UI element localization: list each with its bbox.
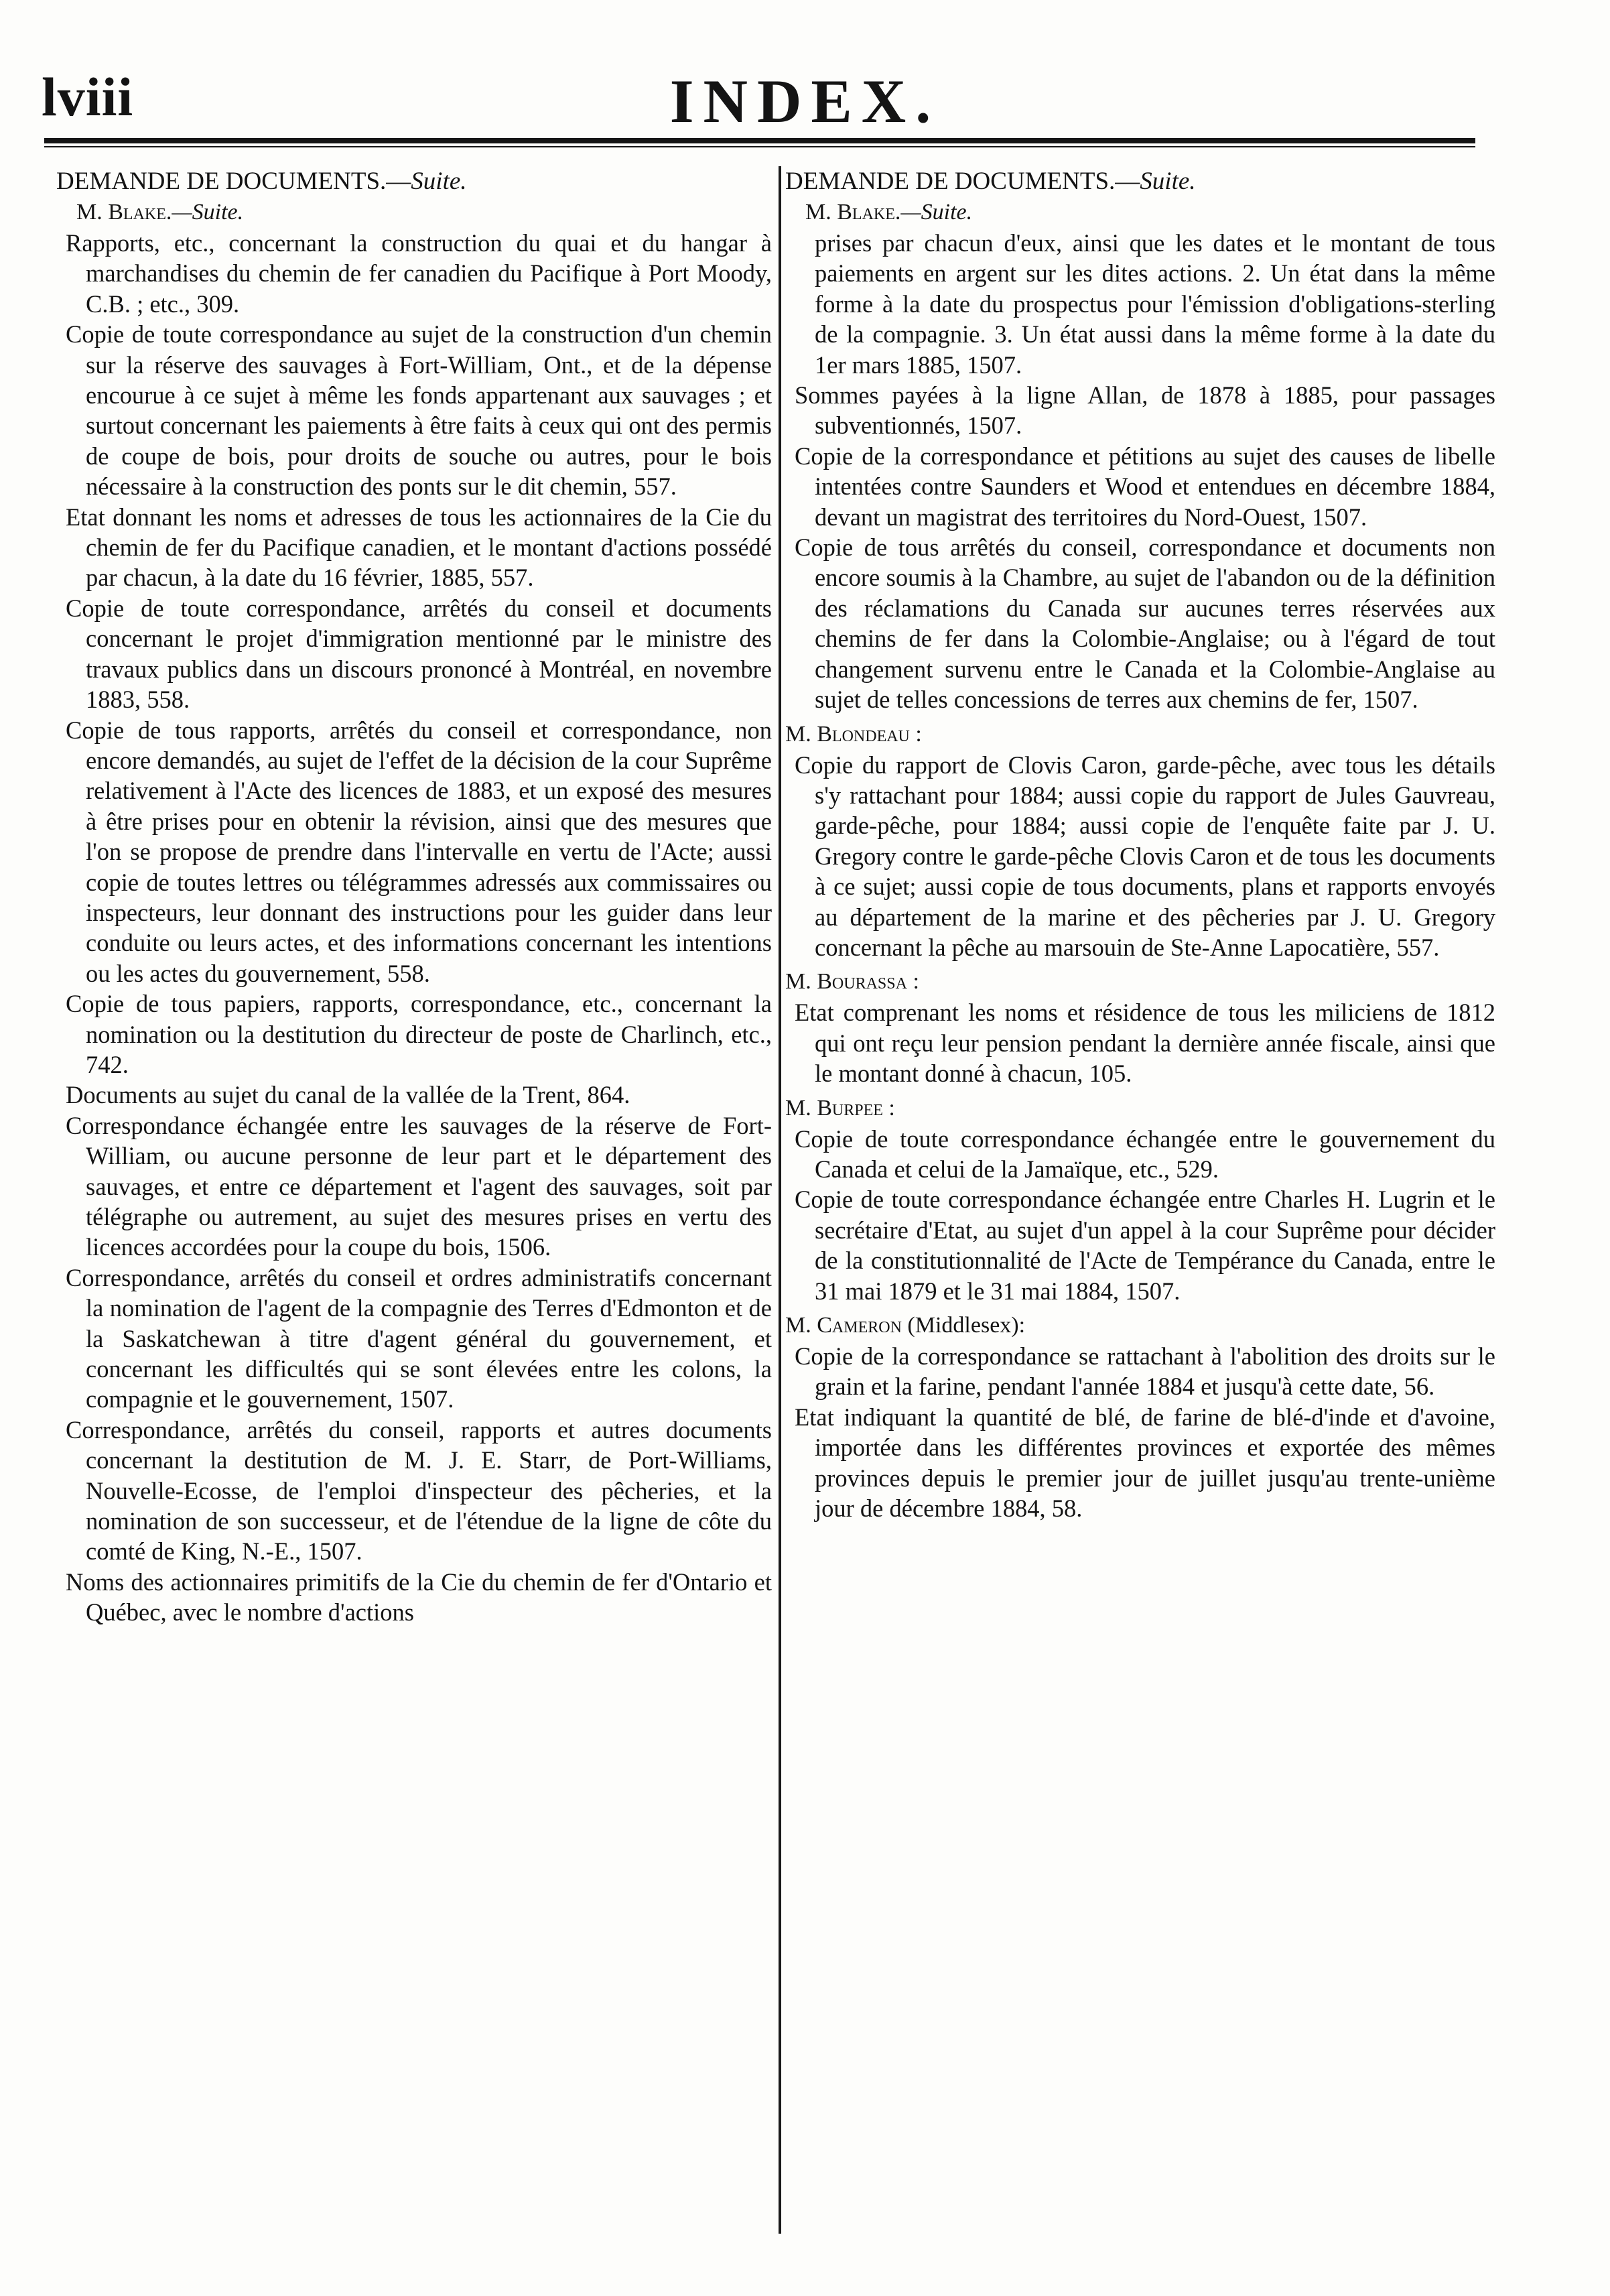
member-name: Burpee [817,1095,883,1121]
section-header-title: DEMANDE DE DOCUMENTS.— [785,168,1140,195]
member-heading-cameron [785,1310,1495,1341]
left-column [56,166,772,1628]
member-name: Cameron [817,1313,902,1338]
member-suite: —Suite. [900,200,973,225]
index-entry: Copie de tous arrêtés du conseil, correspondance et documents non encore soumis à la Chambre, au sujet de l'abandon ou de la définition des réclamations du Canada sur aucunes terres réservées aux chemins de fer dans la Colombie-Anglaise; ou à l'égard de tout changement survenu entre le Canada et la Colombie-Anglaise au sujet de telles concessions de terres aux chemins de fer, 1507. [795,533,1495,714]
index-entry: Copie de toute correspondance, arrêtés du conseil et documents concernant le projet d'immigration mentionné par le ministre des travaux publics dans un discours prononcé à Montréal, en novembre 1883, 558. [66,594,772,714]
member-prefix: M. [805,200,837,225]
member-name: Blake. [108,200,172,225]
index-entry: Correspondance, arrêtés du conseil, rapports et autres documents concernant la destitution de M. J. E. Starr, de Port-Williams, Nouvelle-Ecosse, de l'emploi d'inspecteur des pêcheries, et la nomination de son successeur, et de l'étendue de la ligne de côte du comté de King, N.-E., 1507. [66,1415,772,1566]
member-heading-burpee [785,1093,1495,1124]
index-entry: Copie de toute correspondance échangée entre le gouvernement du Canada et celui de la Jamaïque, etc., 529. [795,1125,1495,1183]
member-heading-blondeau [785,719,1495,750]
section-header [785,166,1495,197]
section-header-suite: Suite. [411,168,467,195]
index-entry: Copie de toute correspondance échangée entre Charles H. Lugrin et le secrétaire d'Etat, au sujet d'un appel à la cour Suprême pour décider de la constitutionnalité de l'Acte de Tempérance du Canada, entre le 31 mai 1879 et le 31 mai 1884, 1507. [795,1186,1495,1305]
index-entry: Copie du rapport de Clovis Caron, garde-pêche, avec tous les détails s'y rattachant pour 1884; aussi copie du rapport de Jules Gauvreau, garde-pêche, pour 1884; aussi copie de l'enquête faite par J. U. Gregory contre le garde-pêche Clovis Caron et de tous les documents à ce sujet; aussi copie de tous documents, plans et rapports envoyés au département de la marine et des pêcheries par J. U. Gregory concernant la pêche au marsouin de Ste-Anne Lapocatière, 557. [795,751,1495,961]
member-name: Blondeau [817,721,910,747]
index-entry: Copie de tous rapports, arrêtés du conseil et correspondance, non encore demandés, au sujet de l'effet de la décision de la cour Suprême relativement à l'Acte des licences de 1883, et un exposé des mesures à être prises pour en obtenir la révision, ainsi que des mesures que l'on se propose de prendre dans l'intervalle en vertu de l'Acte; aussi copie de toutes lettres ou télégrammes adressés aux commissaires ou inspecteurs, leur donnant des instructions pour les guider dans leur conduite ou leurs actes, et des informations concernant les intentions ou les actes du gouvernement, 558. [66,716,772,987]
member-heading-bourassa [785,966,1495,997]
header-rule [44,138,1475,143]
member-name: Blake. [837,200,901,225]
page-number: lviii [42,66,134,127]
index-entry: Copie de la correspondance et pétitions au sujet des causes de libelle intentées contre Saunders et Wood et entendues en décembre 1884, devant un magistrat des territoires du Nord-Ouest, 1507. [795,442,1495,531]
member-heading-blake [805,197,1495,228]
index-entry-continuation: prises par chacun d'eux, ainsi que les dates et le montant de tous paiements en argent sur les dites actions. 2. Un état dans la même forme à la date du prospectus pour l'émission d'obligations-sterling de la compagnie. 3. Un état aussi dans la même forme à la date du 1er mars 1885, 1507. [815,229,1495,379]
member-prefix: M. [76,200,109,225]
header-rule-thin [44,146,1475,147]
page-title: INDEX. [669,67,941,135]
index-entry: Copie de tous papiers, rapports, correspondance, etc., concernant la nomination ou la destitution du directeur de poste de Charlinch, etc., 742. [66,990,772,1078]
index-entry: Documents au sujet du canal de la vallée de la Trent, 864. [66,1081,630,1109]
index-entry: Correspondance, arrêtés du conseil et ordres administratifs concernant la nomination de l'agent de la compagnie des Terres d'Edmonton et de la Saskatchewan à titre d'agent général du gouvernement, et concernant les difficultés qui se sont élevées entre les colons, la compagnie et le gouvernement, 1507. [66,1263,772,1413]
index-entry: Etat donnant les noms et adresses de tous les actionnaires de la Cie du chemin de fer du Pacifique canadien, et le montant d'actions possédé par chacun, à la date du 16 février, 1885, 557. [66,503,772,592]
index-entry: Noms des actionnaires primitifs de la Cie du chemin de fer d'Ontario et Québec, avec le nombre d'actions [66,1568,772,1627]
member-suffix: : [909,721,922,747]
right-column [785,166,1495,1523]
section-header [56,166,772,197]
member-heading-blake [76,197,772,228]
member-prefix: M. [785,969,817,995]
member-suffix: : [882,1095,895,1121]
index-entry: Copie de la correspondance se rattachant à l'abolition des droits sur le grain et la farine, pendant l'année 1884 et jusqu'à cette date, 56. [795,1342,1495,1401]
member-prefix: M. [785,721,817,747]
member-suffix: (Middlesex): [901,1313,1026,1338]
index-entry: Correspondance échangée entre les sauvages de la réserve de Fort-William, ou aucune personne de leur part et le département des sauvages, et entre ce département et l'agent des sauvages, soit par télégraphe ou autrement, au sujet des mesures prises en vertu des licences accordées pour la coupe du bois, 1506. [66,1111,772,1261]
index-entry: Etat comprenant les noms et résidence de tous les miliciens de 1812 qui ont reçu leur pension pendant la dernière année fiscale, ainsi que le montant donné à chacun, 105. [795,999,1495,1088]
index-entry: Copie de toute correspondance au sujet de la construction d'un chemin sur la réserve des sauvages à Fort-William, Ont., et de la dépense encourue à ce sujet à même les fonds appartenant aux sauvages ; et surtout concernant les paiements à être faits à ceux qui ont des permis de coupe de bois, pour droits de souche ou autres, pour le bois nécessaire à la construction des ponts sur le dit chemin, 557. [66,320,772,501]
index-entry: Rapports, etc., concernant la construction du quai et du hangar à marchandises du chemin de fer canadien du Pacifique à Port Moody, C.B. ; etc., 309. [66,229,772,318]
member-suffix: : [907,969,919,995]
member-name: Bourassa [817,969,907,995]
section-header-suite: Suite. [1140,168,1196,195]
section-header-title: DEMANDE DE DOCUMENTS.— [56,168,411,195]
member-suite: —Suite. [172,200,244,225]
column-divider [779,166,781,2234]
member-prefix: M. [785,1313,817,1338]
index-entry: Etat indiquant la quantité de blé, de farine de blé-d'inde et d'avoine, importée dans les différentes provinces et exportée des mêmes provinces depuis le premier jour de juillet jusqu'au trente-unième jour de décembre 1884, 58. [795,1403,1495,1523]
index-entry: Sommes payées à la ligne Allan, de 1878 à 1885, pour passages subventionnés, 1507. [795,381,1495,440]
member-prefix: M. [785,1095,817,1121]
